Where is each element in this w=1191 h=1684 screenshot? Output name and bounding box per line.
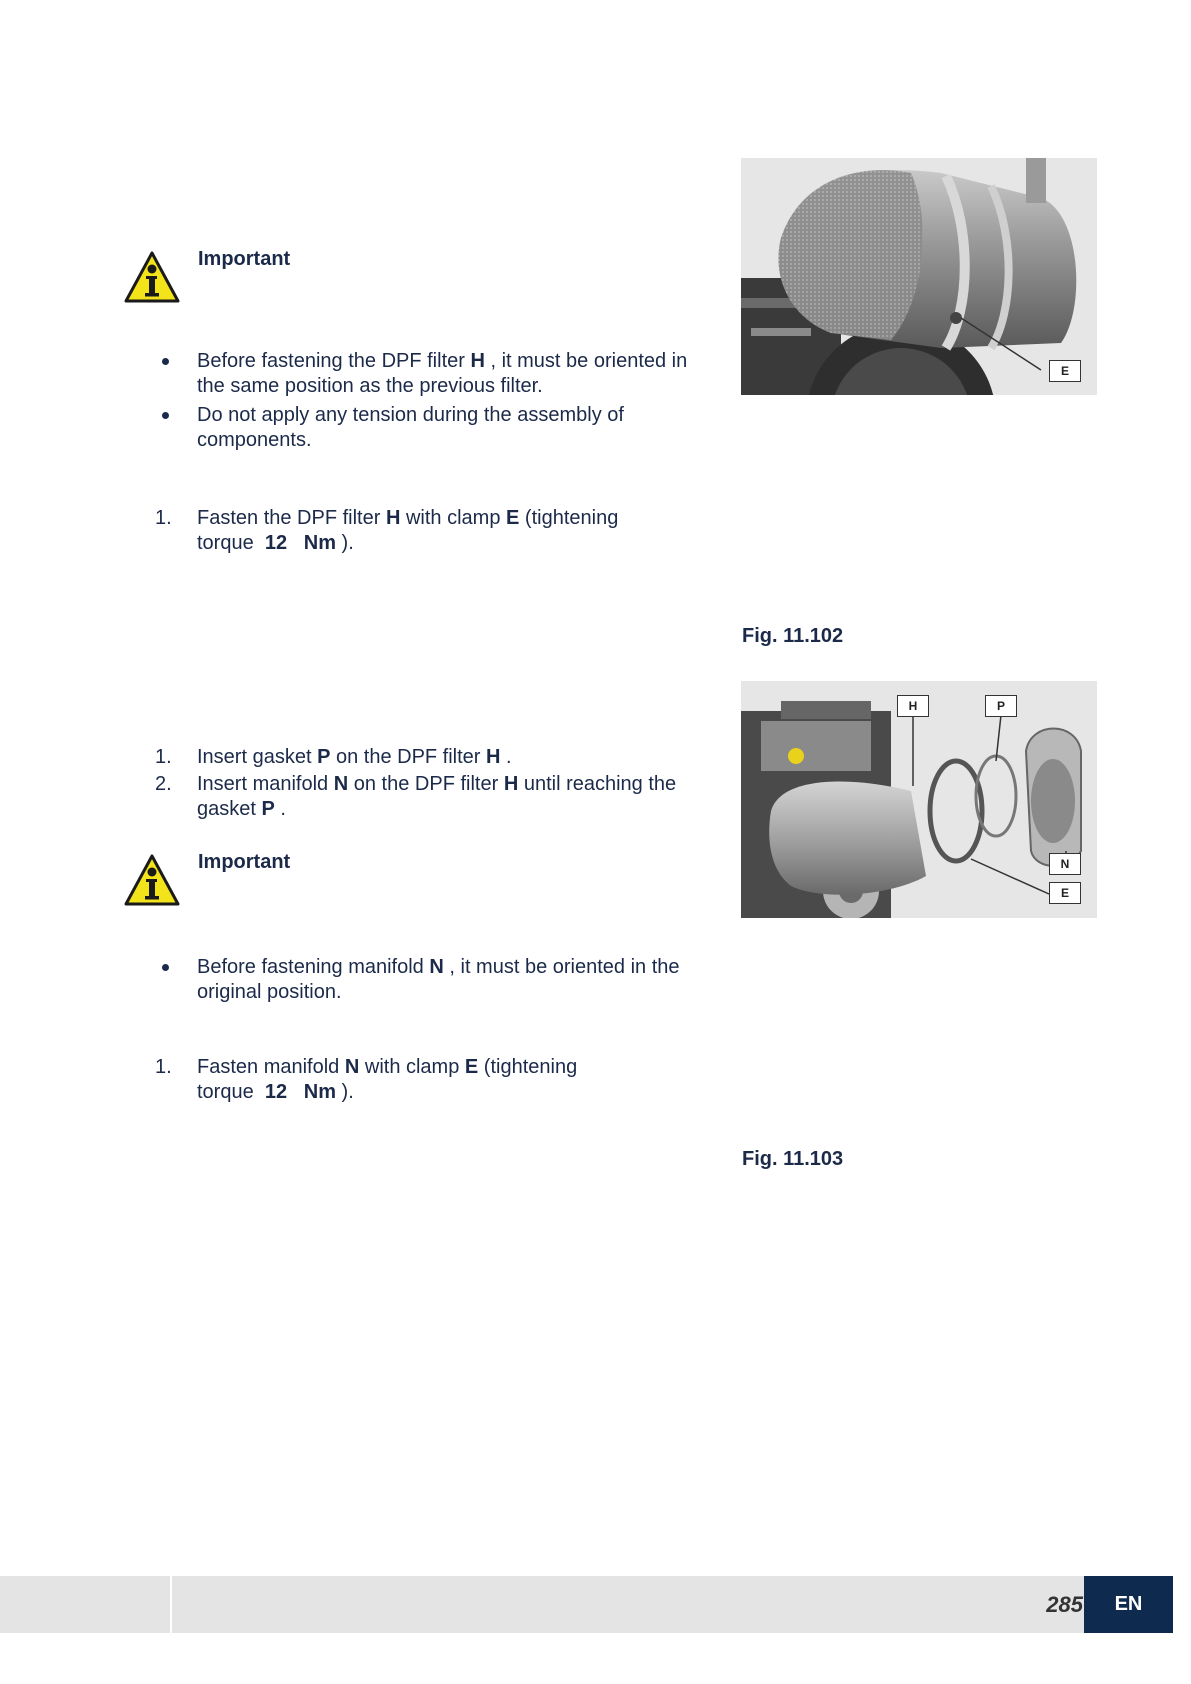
information-warning-icon <box>123 853 181 907</box>
list-item <box>155 403 700 453</box>
bullet-icon <box>162 412 169 419</box>
page-number: 285 <box>1046 1592 1083 1617</box>
language-label: EN <box>1084 1576 1173 1633</box>
step-number: 1. <box>155 746 172 768</box>
step-number: 1. <box>155 1056 172 1078</box>
important-label: Important <box>198 248 291 270</box>
callout-label: H <box>897 695 929 717</box>
footer-left-panel <box>0 1576 172 1633</box>
callout-label: E <box>1049 882 1081 904</box>
callout-label: N <box>1049 853 1081 875</box>
list-item: 1. Fasten the DPF filter H with clamp E (tightening torque 12 Nm ). <box>155 507 624 554</box>
list-item: 1. Insert gasket P on the DPF filter H . <box>155 746 512 768</box>
list-item <box>155 349 700 399</box>
step-number: 1. <box>155 507 172 529</box>
bullet-text: , it must be oriented in the same position as the previous filter. <box>197 350 688 397</box>
callout-label: P <box>985 695 1017 717</box>
bullet-icon <box>162 964 169 971</box>
figure-dpf-filter-clamp <box>741 158 1097 395</box>
information-warning-icon <box>123 250 181 304</box>
figure-caption: Fig. 11.103 <box>742 1148 844 1170</box>
list-item: 2. Insert manifold N on the DPF filter H until reaching the gasket P . <box>155 773 677 820</box>
page-footer <box>0 1576 1173 1633</box>
important-label: Important <box>198 851 291 873</box>
step-number: 2. <box>155 773 172 795</box>
figure-caption: Fig. 11.102 <box>742 625 844 647</box>
bullet-text: Before fastening the DPF filter <box>197 350 471 372</box>
bullet-icon <box>162 358 169 365</box>
callout-label: E <box>1049 360 1081 382</box>
bullet-ref: H <box>470 350 485 372</box>
bullet-text: Do not apply any tension during the assembly of components. <box>197 404 624 451</box>
list-item: 1. Fasten manifold N with clamp E (tightening torque 12 Nm ). <box>155 1056 583 1103</box>
figure-dpf-exploded-view <box>741 681 1097 918</box>
list-item: Before fastening manifold N , it must be oriented in the original position. <box>155 955 700 1005</box>
